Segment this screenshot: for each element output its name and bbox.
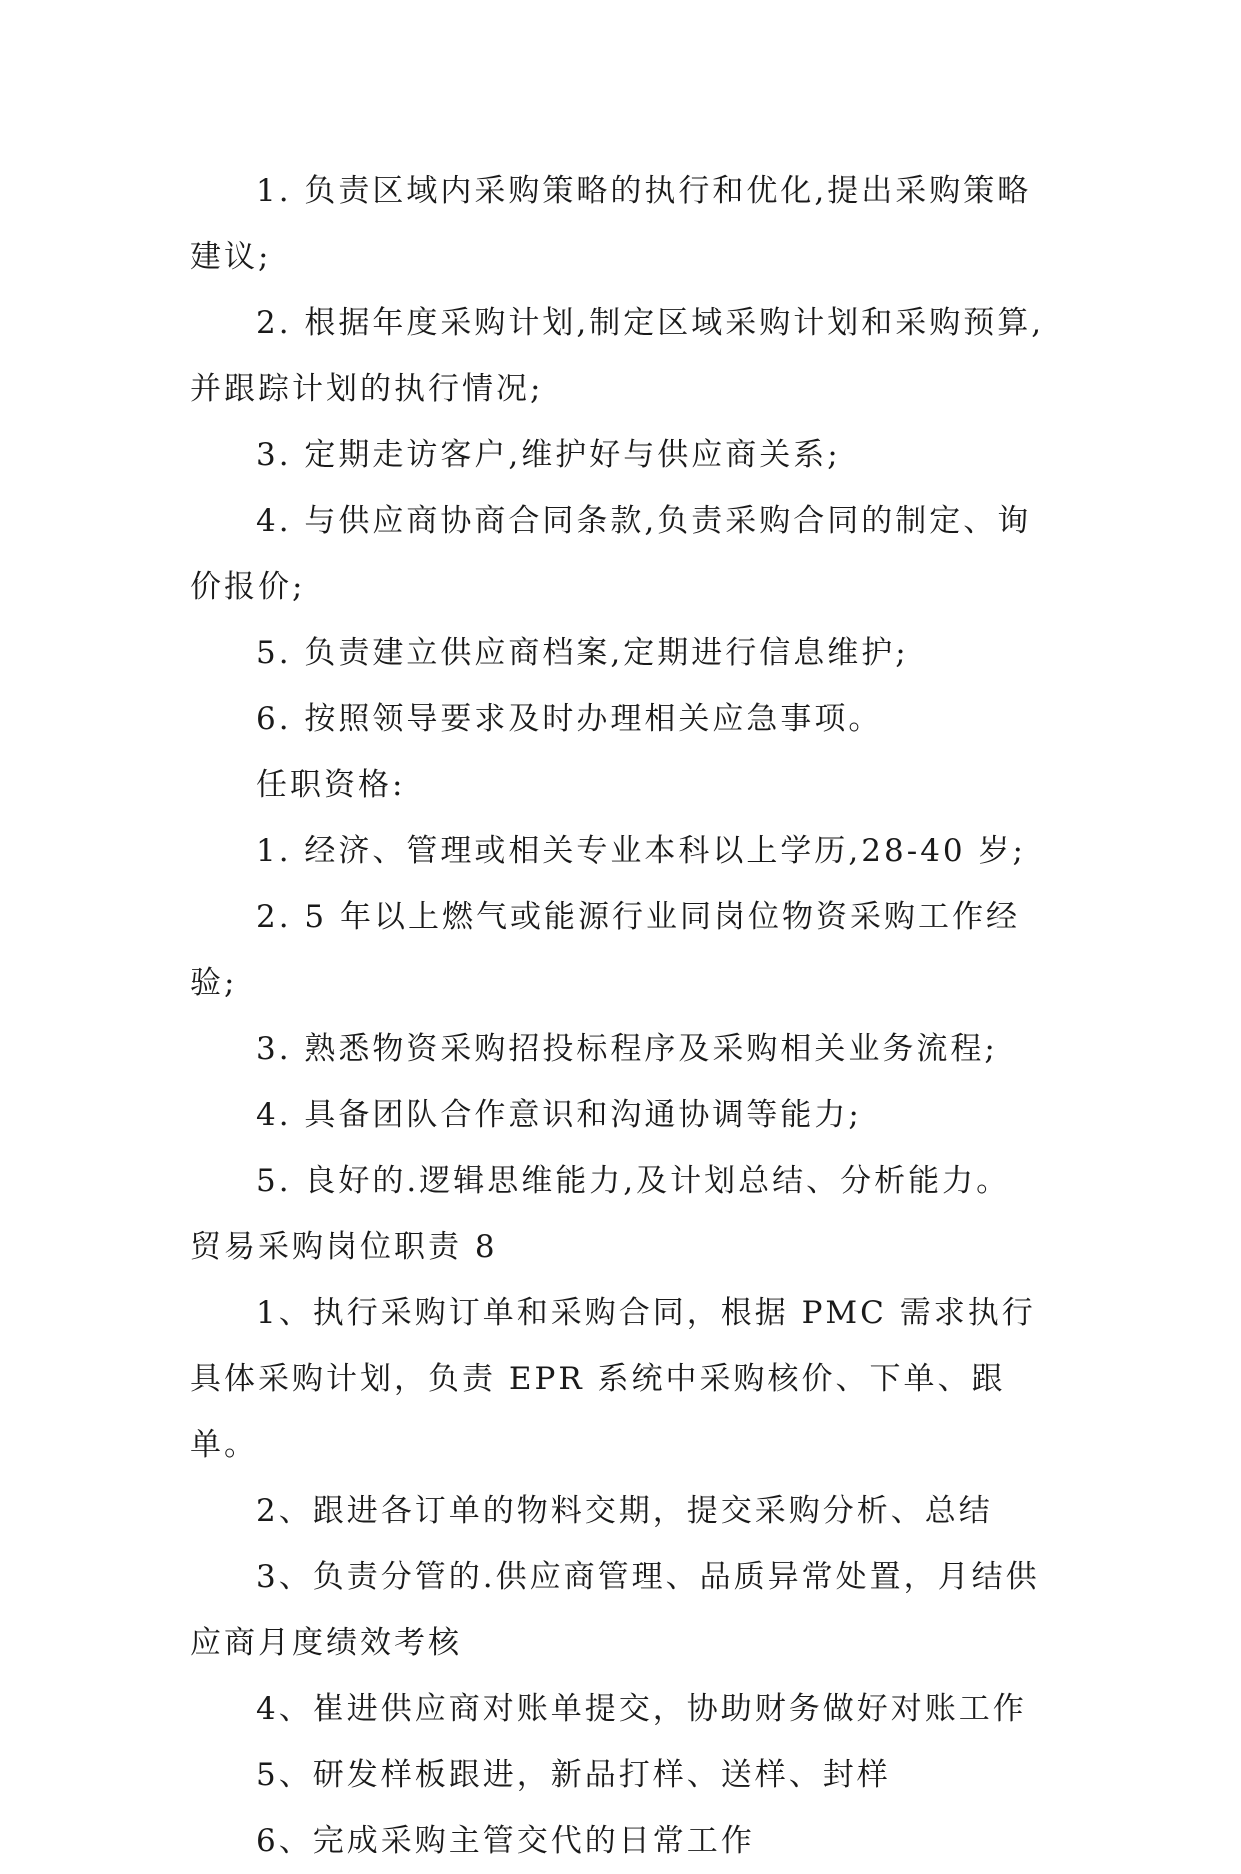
paragraph: 2、跟进各订单的物料交期，提交采购分析、总结	[256, 1493, 993, 1529]
paragraph: 4. 与供应商协商合同条款,负责采购合同的制定、询价报价;	[190, 503, 1032, 605]
paragraph: 5. 负责建立供应商档案,定期进行信息维护;	[256, 635, 909, 671]
paragraph: 2. 根据年度采购计划,制定区域采购计划和采购预算,并跟踪计划的执行情况;	[190, 305, 1045, 407]
paragraph: 5. 良好的.逻辑思维能力,及计划总结、分析能力。	[256, 1163, 1011, 1199]
document-body	[190, 158, 1050, 1874]
paragraph: 3. 熟悉物资采购招投标程序及采购相关业务流程;	[256, 1031, 998, 1067]
section-heading-qualifications: 任职资格:	[256, 767, 406, 803]
paragraph: 6、完成采购主管交代的日常工作	[256, 1823, 755, 1859]
paragraph: 1. 负责区域内采购策略的执行和优化,提出采购策略建议;	[190, 173, 1032, 275]
paragraph: 5、研发样板跟进，新品打样、送样、封样	[256, 1757, 891, 1793]
section-title: 贸易采购岗位职责 8	[190, 1229, 498, 1265]
paragraph: 6. 按照领导要求及时办理相关应急事项。	[256, 701, 883, 737]
paragraph: 3. 定期走访客户,维护好与供应商关系;	[256, 437, 841, 473]
paragraph: 3、负责分管的.供应商管理、品质异常处置，月结供应商月度绩效考核	[190, 1559, 1040, 1661]
paragraph: 2. 5 年以上燃气或能源行业同岗位物资采购工作经验;	[190, 899, 1021, 1001]
paragraph: 4. 具备团队合作意识和沟通协调等能力;	[256, 1097, 862, 1133]
paragraph: 4、崔进供应商对账单提交，协助财务做好对账工作	[256, 1691, 1027, 1727]
paragraph: 1. 经济、管理或相关专业本科以上学历,28-40 岁;	[256, 833, 1026, 869]
paragraph: 1、执行采购订单和采购合同，根据 PMC 需求执行具体采购计划，负责 EPR 系统中采购核价、下单、跟单。	[190, 1295, 1036, 1463]
